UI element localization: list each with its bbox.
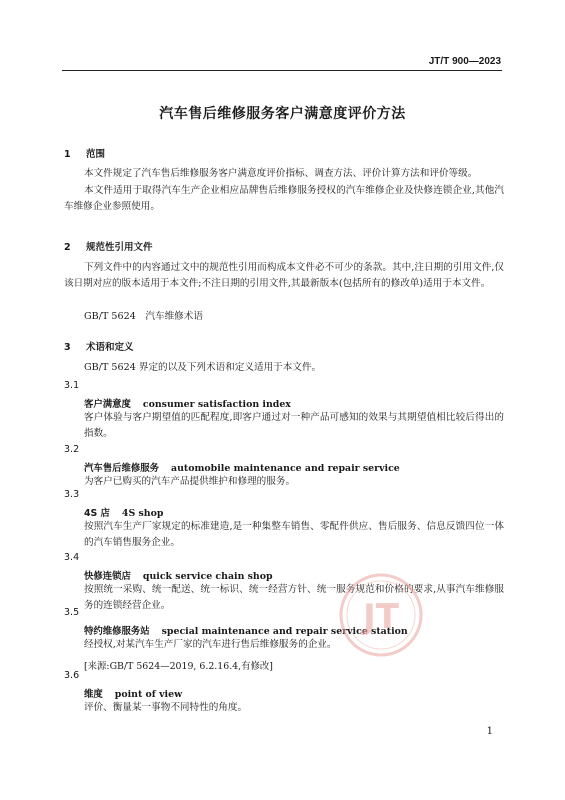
page-number: 1	[486, 726, 493, 737]
term-number: 3.1	[64, 380, 80, 391]
term-number: 3.3	[64, 489, 80, 500]
term-number: 3.5	[64, 607, 80, 618]
term-definition: 按照汽车生产厂家规定的标准建造,是一种集整车销售、零配件供应、售后服务、信息反馈四位一体的汽车销售服务企业。	[84, 521, 504, 549]
jt-watermark-seal	[338, 572, 424, 658]
document-title: 汽车售后维修服务客户满意度评价方法	[159, 106, 406, 122]
section-3-heading: 3 术语和定义	[64, 342, 134, 353]
watermark-text: JT	[363, 597, 399, 637]
section-2-heading: 2 规范性引用文件	[64, 242, 153, 253]
term-definition: 为客户已购买的汽车产品提供维护和修理的服务。	[84, 476, 296, 487]
section-3-para-1: GB/T 5624 界定的以及下列术语和定义适用于本文件。	[84, 362, 322, 373]
term-number: 3.6	[64, 670, 80, 681]
header-rule	[62, 70, 502, 71]
term-number: 3.2	[64, 444, 80, 455]
term-heading: 客户满意度 consumer satisfaction index	[84, 399, 291, 410]
section-1-para-2: 本文件适用于取得汽车生产企业相应品牌售后维修服务授权的汽车维修企业及快修连锁企业,其他汽车维修企业参照使用。	[64, 185, 504, 213]
term-definition: 评价、衡量某一事物不同特性的角度。	[84, 702, 248, 713]
section-1-para-1: 本文件规定了汽车售后维修服务客户满意度评价指标、调查方法、评价计算方法和评价等级。	[84, 168, 478, 179]
term-heading: 4S 店 4S shop	[84, 508, 164, 519]
section-2-reference: GB/T 5624 汽车维修术语	[84, 311, 203, 322]
term-heading: 快修连锁店 quick service chain shop	[84, 571, 273, 582]
term-definition: 经授权,对某汽车生产厂家的汽车进行售后维修服务的企业。	[84, 639, 337, 650]
term-heading: 维度 point of view	[84, 689, 183, 700]
term-heading: 特约维修服务站 special maintenance and repair service station	[84, 626, 408, 637]
term-number: 3.4	[64, 552, 80, 563]
section-1-heading: 1 范围	[64, 149, 106, 160]
term-definition: 客户体验与客户期望值的匹配程度,即客户通过对一种产品可感知的效果与其期望值相比较后得出的指数。	[84, 412, 504, 440]
section-2-para-1: 下列文件中的内容通过文中的规范性引用而构成本文件必不可少的条款。其中,注日期的引用文件,仅该日期对应的版本适用于本文件;不注日期的引用文件,其最新版本(包括所有的修改单)适用于本文件。	[64, 262, 504, 290]
term-definition: 按照统一采购、统一配送、统一标识、统一经营方针、统一服务规范和价格的要求,从事汽车维修服务的连锁经营企业。	[84, 584, 504, 612]
term-source-note: [来源:GB/T 5624—2019, 6.2.16.4,有修改]	[84, 661, 273, 672]
standard-number: JT/T 900—2023	[428, 56, 501, 67]
term-heading: 汽车售后维修服务 automobile maintenance and repair service	[84, 463, 400, 474]
